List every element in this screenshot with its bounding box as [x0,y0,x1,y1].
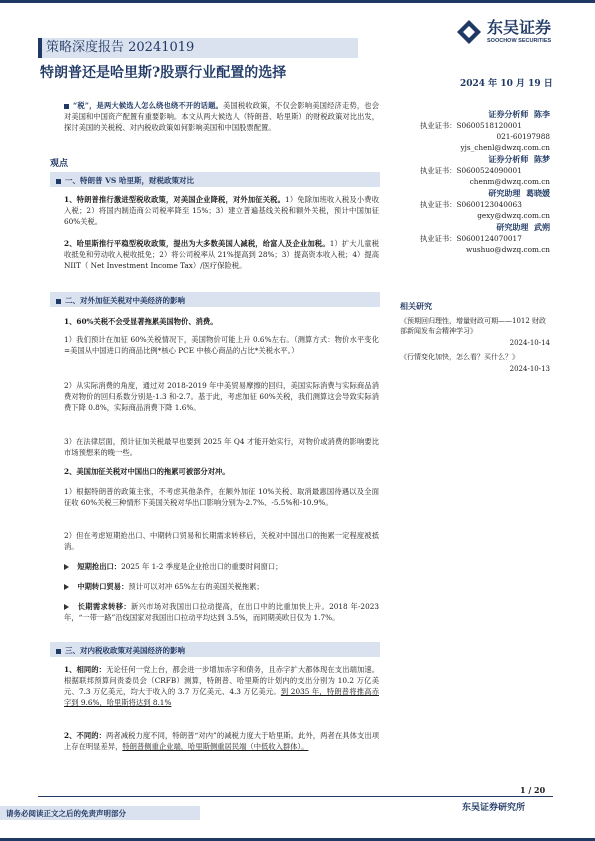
report-type: 策略深度报告 20241019 [46,40,195,55]
logo-en: SOOCHOW SECURITIES [487,38,552,44]
arrow-bullet-icon [64,604,69,610]
page-number: 1 / 20 [520,785,546,795]
analyst-email[interactable]: gexy@dwzq.com.cn [477,211,550,220]
analyst-email[interactable]: chenm@dwzq.com.cn [469,177,550,186]
section2-point1-a: 1）我们预计在加征 60%关税情况下，美国物价可能上升 0.6%左右。（测算方式：物价水平变化=美国从中国进口的商品比例*核心 PCE 中核心商品的占比*关税水平。） [64,335,379,355]
section3-point2 [64,730,379,752]
section3-point1-text: 无论任何一党上台，都会进一步增加赤字和债务，且赤字扩大都体现在支出端加速。根据联邦预算问责委员会（CRFB）测算，特朗普、哈里斯的计划内的支出分别为 10.2 万亿美元、7.3 万亿美元，均大于收入的 3.7 万亿美元、4.3 万亿美元。 [64,665,380,696]
related-item-text[interactable]: 《预期回归理性，增量财政可期——1012 财政部新闻发布会精神学习》 [400,317,547,335]
bullet-item [64,581,379,592]
viewpoint-label: 观点 [50,159,69,169]
report-date: 2024 年 10 月 19 日 [460,79,553,89]
analyst-cert: 执业证书：S0600123040063 [420,200,522,209]
section1-point2 [64,238,379,271]
section1-point1-text: 1）免除加班收入税及小费收入税；2）将国内制造商公司税率降至 15%；3）建立普遍基线关税和额外关税，预计中国加征 60%关税。 [64,195,379,226]
section3-bullet-icon [56,649,61,654]
section2-point1-b: 2）从实际消费的角度，通过对 2018-2019 年中美贸易摩擦的回归，美国实际消费与实际商品消费对物价的回归系数分别是-1.3 和-2.7。基于此，考虑加征 60%关税，我们测算这会导致实际消费下降 0.8%，实际商品消费下降 1.6%。 [64,381,379,412]
section3-point1-underline: 到 2035 年，特朗普将推高赤字到 9.6%，哈里斯将达到 8.1% [64,687,380,707]
section3-point1-lead: 1、相同的： [64,665,107,674]
analyst-cert: 执业证书：S0600124070017 [420,234,522,243]
arrow-bullet-icon [64,564,69,570]
report-type-accent [38,38,42,58]
footer-disclaimer: 请务必阅读正文之后的免责声明部分 [6,809,126,818]
section3-point2-lead: 2、不同的： [64,731,107,740]
section2-point1-lead: 1、60%关税不会受显著拖累美国物价、消费。 [64,317,218,326]
section1-point1-lead: 1、特朗普推行激进型税收政策，对美国企业降税，对外加征关税。 [64,195,286,204]
section1-bullet-icon [56,179,61,184]
bullet-item [64,561,379,572]
section2-point2-b: 2）但在考虑短期抢出口、中期转口贸易和长期需求转移后，关税对中国出口的拖累一定程度被抵消。 [64,531,379,551]
summary-paragraph [64,100,379,133]
section1-title: 一、特朗普 VS 哈里斯，财税政策对比 [56,175,194,186]
company-logo [455,18,565,48]
analyst-heading: 研究助理 葛晓媛 [488,188,550,198]
summary-bullet-icon [64,104,69,109]
analyst-heading: 证券分析师 陈梦 [488,154,550,164]
bullet-lead: 短期抢出口： [77,562,122,571]
section2-point2-a: 1）根据特朗普的政策主张，不考虑其他条件，在额外加征 10%关税、取消最惠国待遇以及全面征收 60%关税三种情形下美国关税对华出口影响分别为-2.7%、-5.5%和-10.9%。 [64,487,379,507]
bullet-text: 预计可以对冲 65%左右的美国关税拖累； [128,582,264,591]
related-item-text[interactable]: 《行情变化加快，怎么看？买什么？》 [400,353,519,361]
report-title: 特朗普还是哈里斯?股票行业配置的选择 [40,65,287,81]
section2-point1-c: 3）在法律层面，预计征加关税最早也要到 2025 年 Q4 才能开始实行，对物价或消费的影响要比市场预想来的晚一些。 [64,437,379,457]
analyst-phone: 021-60197988 [496,132,550,141]
bullet-text: 新兴市场对我国出口拉动提高，在出口中的比重加快上升。2018 年-2023 年，“一带一路”沿线国家对我国出口拉动平均达到 3.5%，而同期美欧日仅为 1.7%。 [64,602,379,622]
analyst-heading: 研究助理 武朔 [496,222,550,232]
section1-point2-text: 1）扩大儿童税收抵免和劳动收入税收抵免；2）将公司税率从 21%提高到 28%；3）提高资本收入税；4）提高 NIIT（ Net Investment Income Tax）/医疗保险税。 [64,239,379,270]
footer-rule [38,796,553,797]
related-item-date: 2024-10-13 [509,365,550,373]
section3-title: 三、对内税收政策对美国经济的影响 [56,645,185,656]
logo-mark-icon [455,18,483,46]
related-research [400,300,550,374]
bullet-lead: 长期需求转移： [77,602,131,611]
analyst-cert: 执业证书：S0600524090001 [420,166,522,175]
summary-text: 美国税收政策，不仅会影响美国经济走势，也会对美国和中国资产配置有重要影响。本文从两大候选人（特朗普、哈里斯）的财税政策对比出发，探讨美国的关税税、对内税收政策如何影响美国和中国股票配置。 [64,101,379,132]
section3-point2-underline: 特朗普侧重企业端，哈里斯侧重居民端（中低收入群体）。 [122,742,309,751]
section2-point2-lead: 2、美国加征关税对中国出口的拖累可被部分对冲。 [64,467,230,476]
bullet-item [64,601,379,623]
section3-point2-text: 两者减税力度不同，特朗普“对内”的减税力度大于哈里斯。此外，两者在具体支出项上存在明显差异， [64,731,380,751]
footer-org: 东吴证券研究所 [462,803,526,813]
analyst-heading: 证券分析师 陈李 [488,109,550,119]
section2-bullet-icon [56,299,61,304]
analyst-email[interactable]: wushuo@dwzq.com.cn [465,245,550,254]
section2-title: 二、对外加征关税对中美经济的影响 [56,295,185,306]
logo-cn: 东吴证券 [487,18,552,37]
section1-point1 [64,194,379,227]
section1-point2-lead: 2、哈里斯推行平稳型税收政策，提出为大多数美国人减税，给富人及企业加税。 [64,239,330,248]
summary-lead: “税”，是两大候选人怎么绕也绕不开的话题。 [73,101,223,110]
analyst-cert: 执业证书：S0600518120001 [420,121,522,130]
bullet-text: 2025 年 1-2 季度是企业抢出口的重要时间窗口； [121,562,283,571]
section3-point1 [64,664,379,708]
related-item-date: 2024-10-14 [509,339,550,347]
analyst-block [420,108,550,255]
analyst-email[interactable]: yjs_chenl@dwzq.com.cn [460,143,550,152]
bullet-lead: 中期转口贸易： [77,582,129,591]
arrow-bullet-icon [64,584,69,590]
header-top-bar [0,0,595,3]
related-title: 相关研究 [400,301,432,311]
